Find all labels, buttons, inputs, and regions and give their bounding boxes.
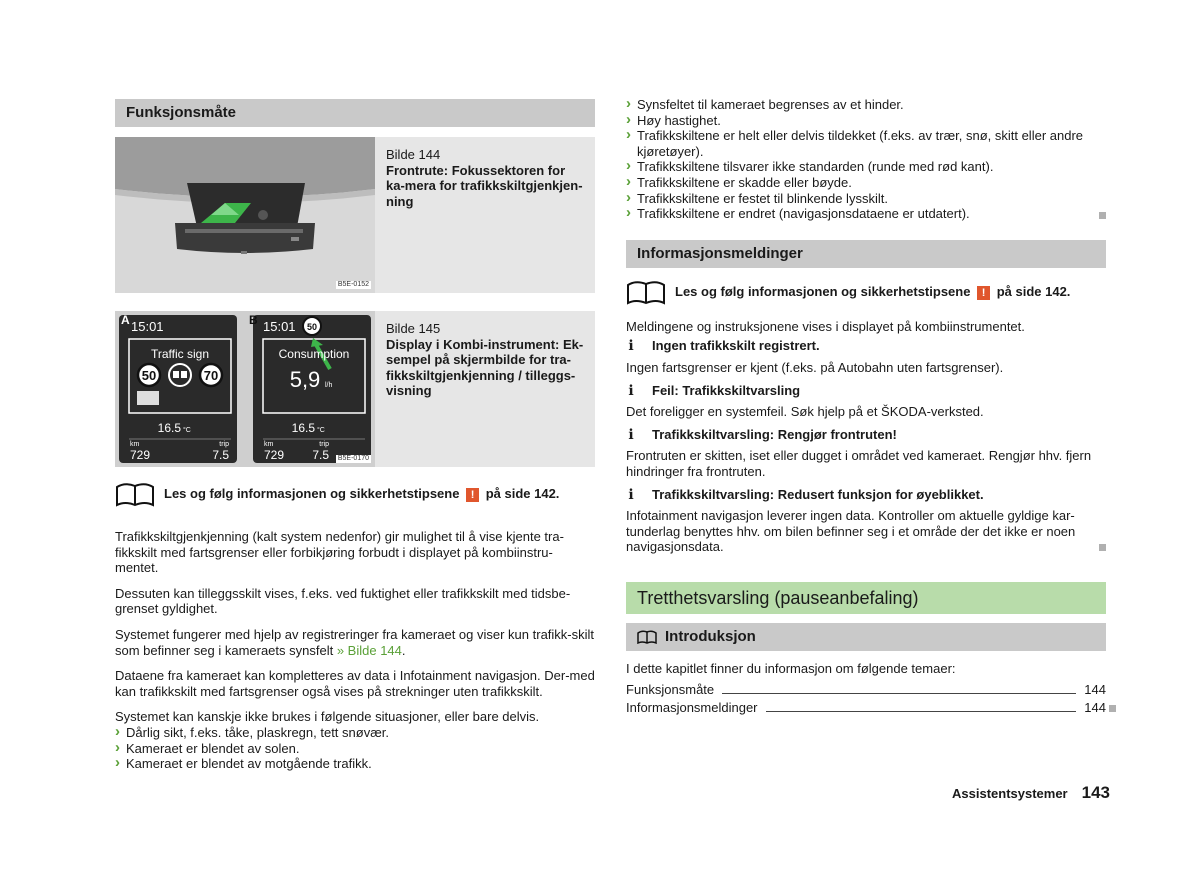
screen-a-sign2: 70 <box>203 368 219 383</box>
screen-a-temp-unit: °C <box>183 427 191 434</box>
safety-note <box>626 279 1106 305</box>
safety-note <box>115 481 595 507</box>
section-end-icon <box>1099 212 1106 219</box>
paragraph: Systemet kan kanskje ikke brukes i følgende situasjoner, eller bare delvis. <box>115 709 540 725</box>
list-item: › Synsfeltet til kameraet begrenses av et hinder. <box>626 97 1096 113</box>
screen-b-trip-label: trip <box>319 441 329 448</box>
message-text: Ingen fartsgrenser er kjent (f.eks. på Autobahn uten fartsgrenser). <box>626 359 1004 375</box>
screen-b-temp-unit: °C <box>317 427 325 434</box>
instrument-display-illustration <box>115 311 375 467</box>
paragraph: Trafikkskiltgjenkjenning (kalt system nedenfor) gir mulighet til å vise kjente tra-fikkskilt med fartsgrenser eller forbikjøring forbudt i displayet på kombiinstru-mentet. <box>115 529 564 576</box>
warning-icon: ! <box>977 286 990 300</box>
screen-a-trip-value: 7.5 <box>212 448 229 462</box>
figure-145-image <box>115 311 375 467</box>
toc-label: Informasjonsmeldinger <box>626 700 758 716</box>
paragraph: Dataene fra kameraet kan kompletteres av data i Infotainment navigasjon. Der-med kan trafikkskilt med fartsgrenser også vises på strekninger uten trafikkskilt. <box>115 668 595 699</box>
note-ref[interactable]: på side 142. <box>485 486 560 502</box>
list-item: › Høy hastighet. <box>626 113 1096 129</box>
paragraph: Dessuten kan tilleggsskilt vises, f.eks. ved fuktighet eller trafikkskilt med tidsbe-grenset gyldighet. <box>115 585 571 617</box>
paragraph: Meldingene og instruksjonene vises i displayet på kombiinstrumentet. <box>626 318 1025 334</box>
left-column <box>115 99 595 772</box>
warning-icon: ! <box>466 488 479 502</box>
info-icon: ℹ <box>628 425 634 442</box>
windshield-camera-illustration <box>115 137 375 293</box>
screen-b-unit: l/h <box>325 382 333 389</box>
screen-a-title: Traffic sign <box>150 347 210 361</box>
chapter-heading: Tretthetsvarsling (pauseanbefaling) <box>626 582 1106 614</box>
book-icon <box>626 279 666 305</box>
note-ref[interactable]: på side 142. <box>996 283 1071 299</box>
figure-caption-text: Display i Kombi-instrument: Ek-sempel på skjermbilde for tra-fikkskiltgjenkjenning / tilleggs-visning <box>386 336 584 399</box>
screen-a-time: 15:01 <box>131 319 164 334</box>
list-item: › Dårlig sikt, f.eks. tåke, plaskregn, tett snøvær. <box>115 725 595 741</box>
paragraph: I dette kapitlet finner du informasjon om følgende temaer: <box>626 660 956 676</box>
message-title: ℹ Ingen trafikkskilt registrert. <box>626 338 1106 354</box>
figure-code: B5E-0152 <box>337 281 369 288</box>
section-heading-funksjonsmate: Funksjonsmåte <box>115 99 595 127</box>
message-text: Frontruten er skitten, iset eller dugget i området ved kameraet. Rengjør hhv. fjern hindringer fra frontruten. <box>626 448 1092 479</box>
section-end-icon <box>1099 544 1106 551</box>
screen-a-km-label: km <box>130 441 140 448</box>
figure-label: Bilde 145 <box>386 321 441 336</box>
screen-a-temp: 16.5 <box>157 421 181 435</box>
screen-b-trip-value: 7.5 <box>312 448 329 462</box>
list-item: › Trafikkskiltene tilsvarer ikke standarden (runde med rød kant). <box>626 159 1096 175</box>
message-title: ℹ Trafikkskiltvarsling: Redusert funksjon for øyeblikket. <box>626 487 1106 503</box>
screen-b-tag: B <box>249 313 258 327</box>
section-heading-introduksjon: Introduksjon <box>626 623 1106 651</box>
info-icon: ℹ <box>628 485 634 502</box>
bullet-list <box>626 97 1096 222</box>
list-item: › Trafikkskiltene er festet til blinkende lysskilt. <box>626 191 1096 207</box>
figure-code: B5E-0170 <box>337 455 369 462</box>
toc-row[interactable] <box>626 700 1106 716</box>
screen-b-temp: 16.5 <box>291 421 315 435</box>
table-of-contents <box>626 682 1106 715</box>
note-text: Les og følg informasjonen og sikkerhetstipsene <box>675 283 971 299</box>
figure-caption-text: Frontrute: Fokussektoren for ka-mera for trafikkskiltgjenkjen-ning <box>386 162 583 209</box>
right-column <box>626 97 1106 716</box>
figure-144-image <box>115 137 375 293</box>
screen-b-sign: 50 <box>306 322 318 332</box>
screen-a-tag: A <box>121 313 130 327</box>
page-footer <box>952 785 1110 802</box>
figure-144 <box>115 137 595 293</box>
figure-145 <box>115 311 595 467</box>
message-title: ℹ Feil: Trafikkskiltvarsling <box>626 383 1106 399</box>
list-item: › Trafikkskiltene er helt eller delvis tildekket (f.eks. av trær, snø, skitt eller andre kjøretøyer). <box>626 128 1096 159</box>
toc-label: Funksjonsmåte <box>626 682 715 698</box>
message-text: Det foreligger en systemfeil. Søk hjelp på et ŠKODA-verksted. <box>626 404 984 420</box>
section-heading-informasjonsmeldinger: Informasjonsmeldinger <box>626 240 1106 268</box>
figure-144-caption <box>375 137 595 293</box>
figure-145-caption <box>375 311 595 467</box>
book-icon <box>637 630 657 644</box>
bullet-list <box>115 725 595 772</box>
info-icon: ℹ <box>628 381 634 398</box>
list-item: › Kameraet er blendet av solen. <box>115 741 595 757</box>
figure-label: Bilde 144 <box>386 147 441 162</box>
message-text: Infotainment navigasjon leverer ingen data. Kontroller om aktuelle gyldige kar-tunderlag benyttes hhv. om bilen befinner seg i et område der det ikke er noen navigasjonsdata. <box>626 508 1096 555</box>
screen-b-km-value: 729 <box>264 448 285 462</box>
toc-row[interactable] <box>626 682 1106 698</box>
screen-a-sign1: 50 <box>141 368 157 383</box>
screen-b-time: 15:01 <box>263 319 296 334</box>
section-end-icon <box>1109 705 1116 712</box>
screen-b-title: Consumption <box>278 347 350 361</box>
list-item: › Trafikkskiltene er endret (navigasjonsdataene er utdatert). <box>626 206 1096 222</box>
screen-b-km-label: km <box>264 441 274 448</box>
note-text: Les og følg informasjonen og sikkerhetstipsene <box>164 486 460 502</box>
toc-page: 144 <box>1084 682 1106 698</box>
paragraph: Systemet fungerer med hjelp av registreringer fra kameraet og viser kun trafikk-skilt som befinner seg i kameraets synsfelt » Bilde 144. <box>115 626 595 658</box>
list-item: › Kameraet er blendet av motgående trafikk. <box>115 756 595 772</box>
message-title: ℹ Trafikkskiltvarsling: Rengjør frontruten! <box>626 427 1106 443</box>
list-item: › Trafikkskiltene er skadde eller bøyde. <box>626 175 1096 191</box>
book-icon <box>115 481 155 507</box>
chapter-name: Assistentsystemer <box>952 786 1068 801</box>
info-icon: ℹ <box>628 337 634 354</box>
figure-link[interactable]: » Bilde 144 <box>336 642 402 658</box>
toc-page: 144 <box>1084 700 1106 716</box>
screen-b-value: 5,9 <box>289 367 321 392</box>
screen-a-km-value: 729 <box>130 448 151 462</box>
screen-a-trip-label: trip <box>219 441 229 448</box>
page-number: 143 <box>1081 783 1110 802</box>
